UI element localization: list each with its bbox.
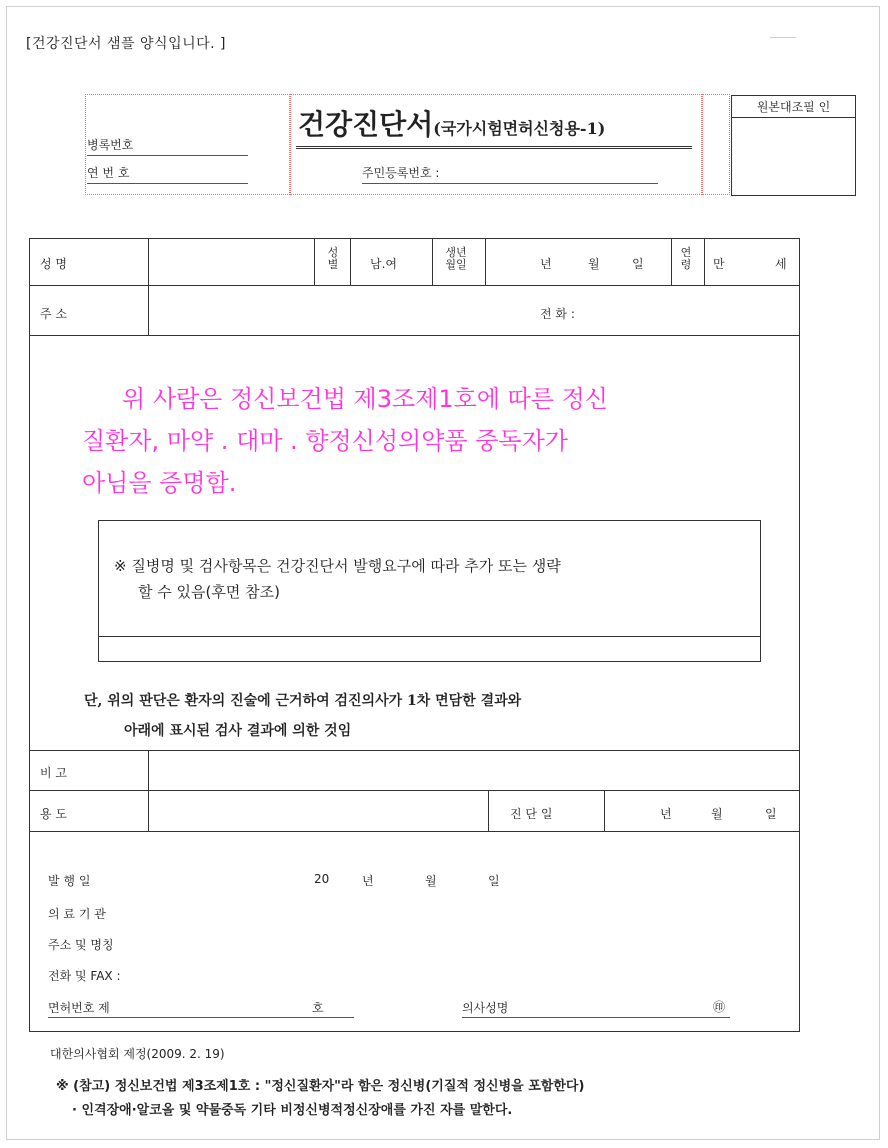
row-line [30, 831, 799, 832]
diag-month: 월 [711, 807, 723, 821]
cert-line-1: 위 사람은 정신보건법 제3조제1호에 따른 정신 [122, 385, 608, 413]
note-text [114, 553, 734, 605]
sex-label: 성 별 [327, 246, 339, 271]
col-line [432, 239, 433, 285]
name-label: 성 명 [40, 257, 67, 271]
reference-line-2: · 인격장애·알코올 및 약물중독 기타 비정신병적정신장애를 가진 자를 말한다. [72, 1103, 513, 1118]
license-label: 면허번호 제 [48, 1001, 110, 1015]
doctor-field [462, 999, 730, 1018]
col-line [148, 239, 149, 335]
diag-date-label: 진 단 일 [510, 807, 553, 821]
cert-line-2: 질환자, 마약 . 대마 . 향정신성의약품 중독자가 [82, 427, 568, 455]
inst-address-label: 주소 및 명칭 [48, 938, 114, 952]
reg-no-field: 병록번호 [87, 136, 248, 156]
title-subtitle: (국가시험면허신청용-1) [433, 119, 606, 138]
note-line-1: ※ 질병명 및 검사항목은 건강진단서 발행요구에 따라 추가 또는 생략 [114, 557, 561, 575]
row-line [30, 750, 799, 751]
header-gap-box [702, 94, 730, 195]
sex-value: 남.여 [370, 257, 397, 271]
diag-year: 년 [660, 807, 672, 821]
institution-label: 의 료 기 관 [48, 907, 106, 921]
dob-year: 년 [540, 257, 552, 271]
col-line [704, 239, 705, 285]
col-line [485, 239, 486, 285]
title-underline [296, 146, 692, 149]
row-line [30, 335, 799, 336]
address-label: 주 소 [40, 307, 67, 321]
issue-month: 월 [425, 874, 437, 888]
seal-icon: ㊞ [713, 1000, 726, 1014]
stamp-label: 원본대조필 인 [732, 96, 855, 118]
dob-month: 월 [588, 257, 600, 271]
page-title [298, 103, 605, 143]
phone-label: 전 화 : [540, 307, 575, 321]
judgment-line-2: 아래에 표시된 검사 결과에 의한 것임 [124, 723, 352, 739]
note-line-2: 할 수 있음(후면 참조) [138, 583, 280, 601]
row-line [30, 790, 799, 791]
issue-date-prefix: 20 [314, 872, 330, 886]
age-prefix: 만 [713, 257, 725, 271]
cert-line-3: 아님을 증명함. [82, 469, 237, 497]
established-text: 대한의사협회 제정(2009. 2. 19) [50, 1047, 225, 1061]
license-field [48, 999, 354, 1018]
judgment-line-1: 단, 위의 판단은 환자의 진술에 근거하여 검진의사가 1차 면담한 결과와 [84, 693, 522, 709]
issue-day: 일 [488, 874, 500, 888]
col-line [488, 790, 489, 831]
col-line [148, 750, 149, 831]
reference-line-1: ※ (참고) 정신보건법 제3조제1호 : "정신질환자"라 함은 정신병(기질적 정신병을 포함한다) [56, 1079, 585, 1094]
purpose-label: 용 도 [40, 807, 67, 821]
judgment-text [84, 686, 521, 746]
col-line [350, 239, 351, 285]
row-line [30, 285, 799, 286]
corner-mark [770, 37, 796, 38]
col-line [604, 790, 605, 831]
age-label: 연 령 [680, 246, 692, 271]
serial-no-field: 연 번 호 [87, 164, 248, 184]
license-suffix: 호 [312, 1001, 324, 1015]
original-stamp-box [731, 95, 856, 196]
resident-no-field: 주민등록번호 : [362, 164, 658, 184]
col-line [671, 239, 672, 285]
remarks-label: 비 고 [40, 766, 67, 780]
issue-year: 년 [362, 874, 374, 888]
certification-text [82, 378, 762, 504]
age-suffix: 세 [775, 257, 787, 271]
dob-day: 일 [632, 257, 644, 271]
dob-label: 생년 월일 [445, 246, 467, 271]
note-box-divider [99, 636, 760, 637]
doctor-label: 의사성명 [462, 1001, 509, 1015]
col-line [314, 239, 315, 285]
sample-notice: [건강진단서 샘플 양식입니다. ] [26, 36, 227, 52]
inst-phone-label: 전화 및 FAX : [48, 969, 121, 983]
diag-day: 일 [765, 807, 777, 821]
title-main: 건강진단서 [298, 108, 434, 141]
issue-date-label: 발 행 일 [48, 874, 91, 888]
